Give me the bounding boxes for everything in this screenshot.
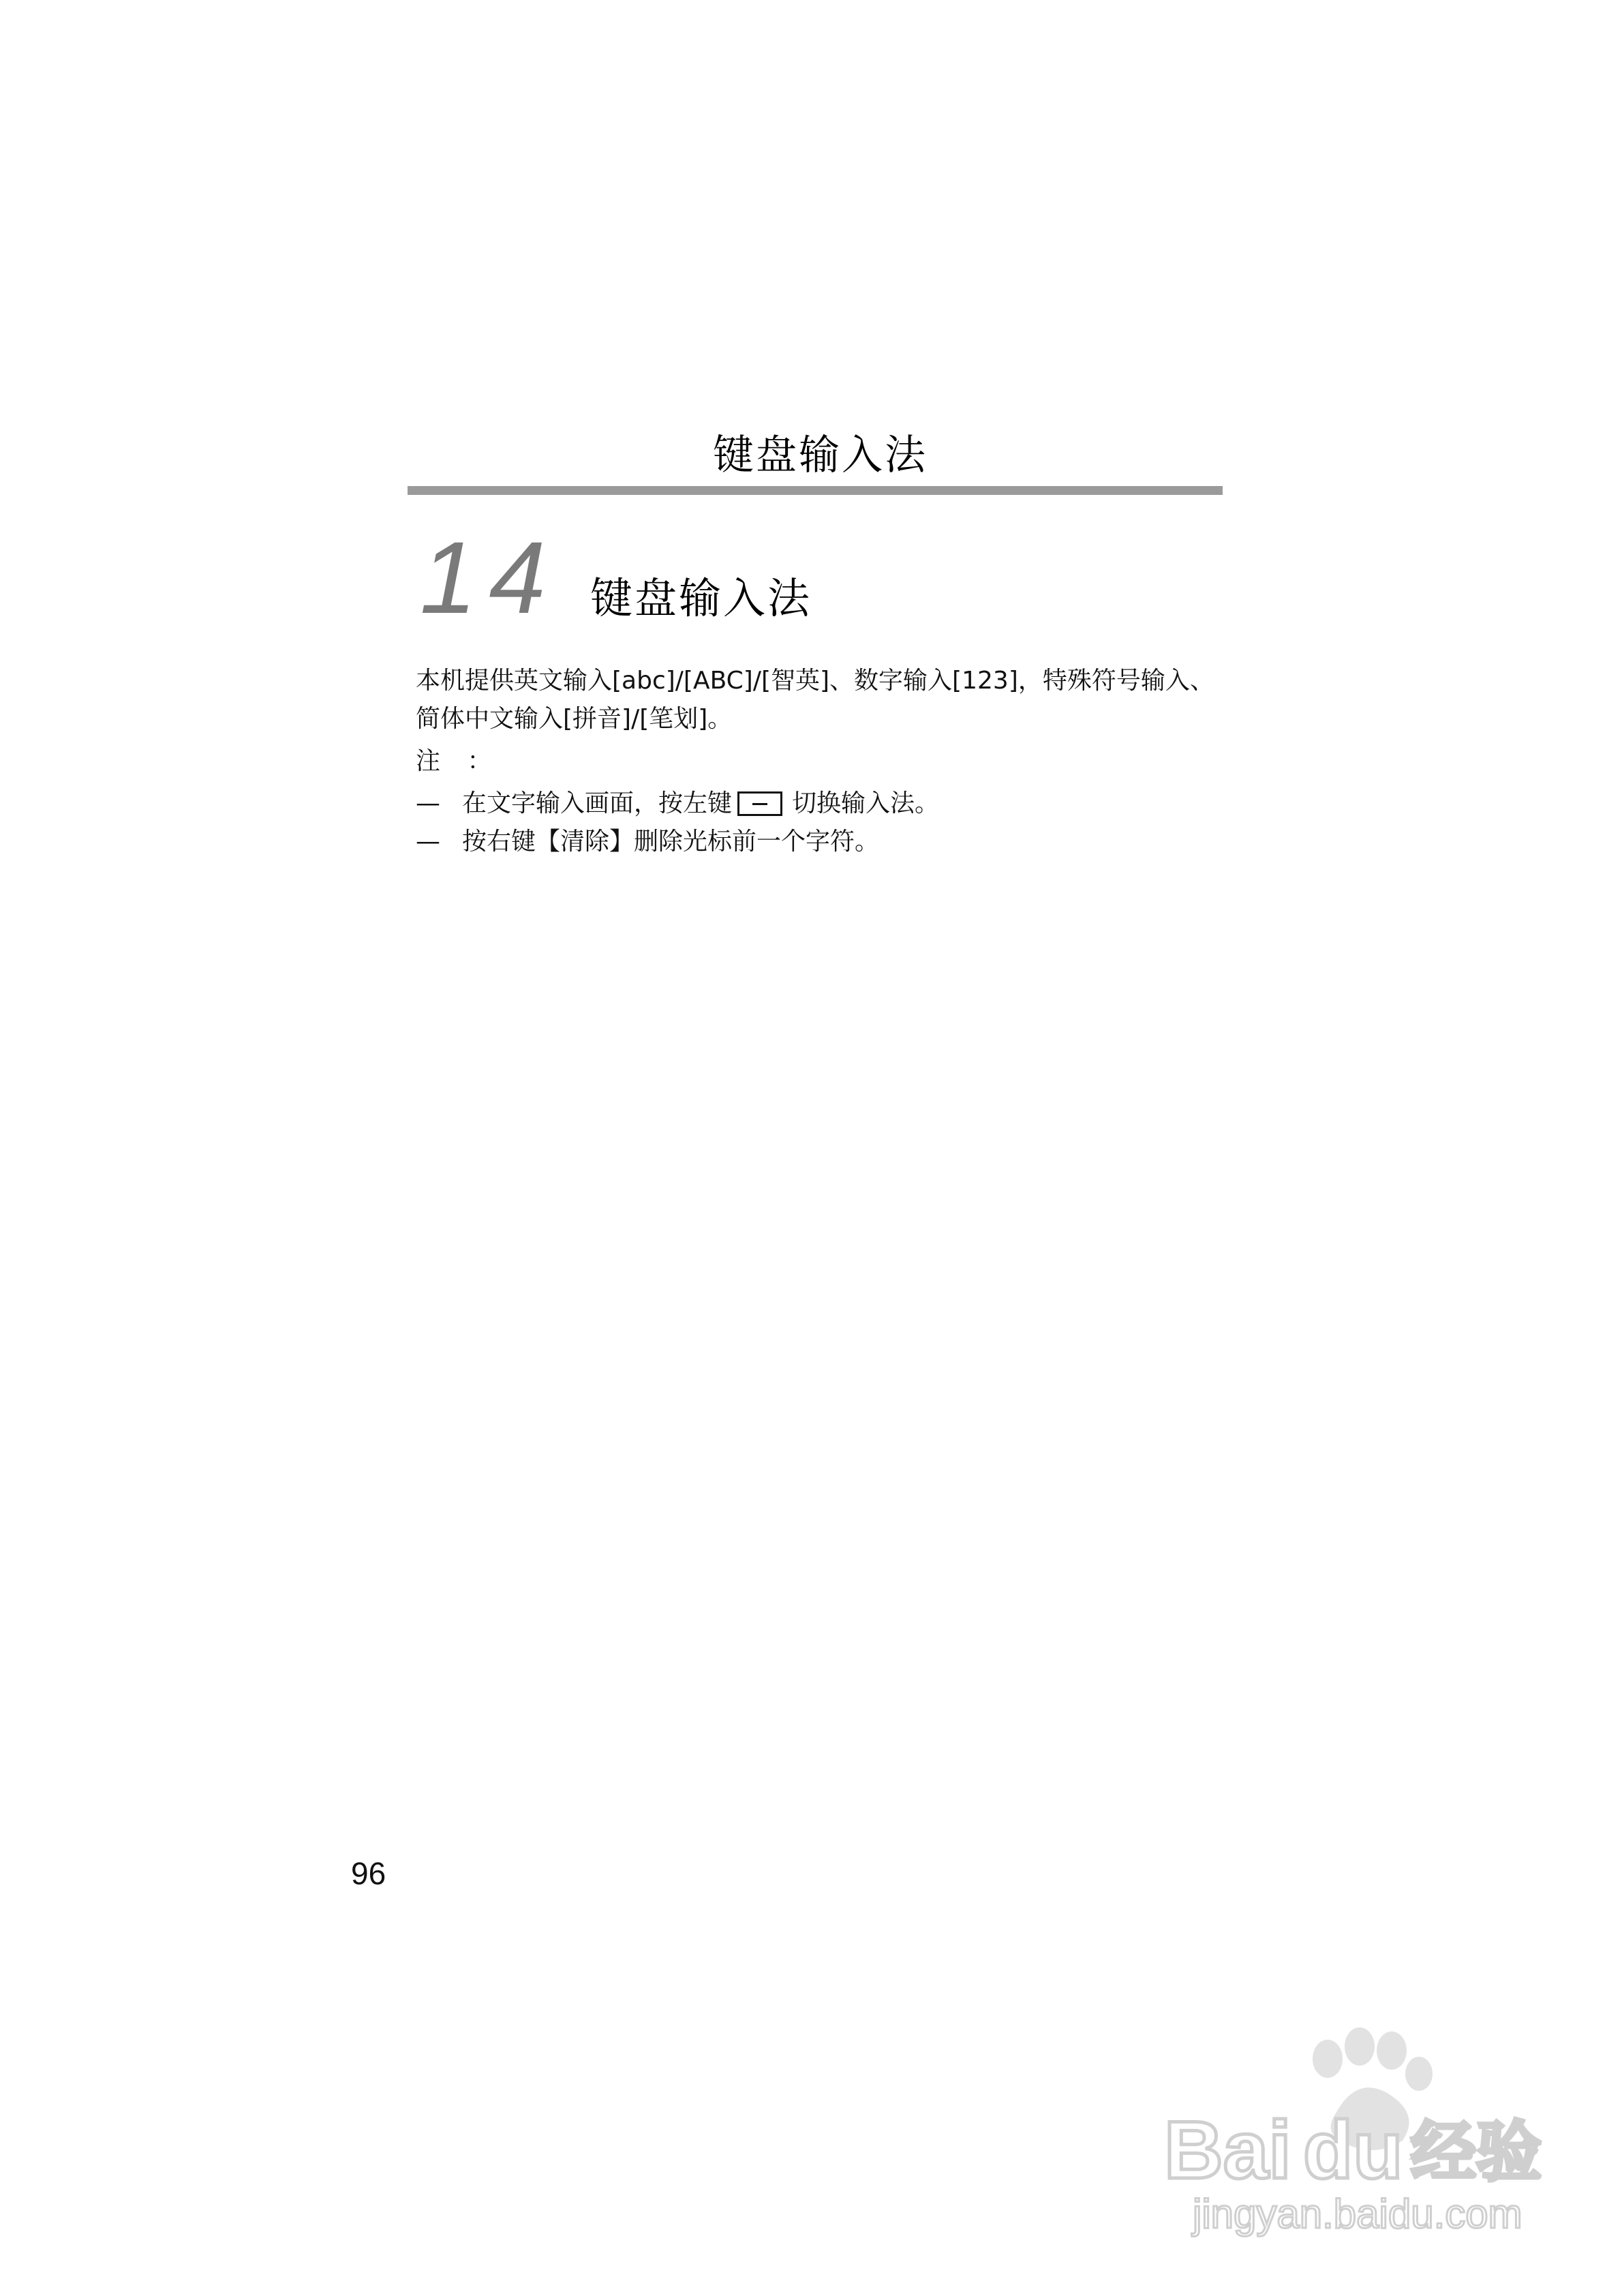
note-dash: — — [416, 789, 440, 817]
baidu-jingyan-watermark — [1152, 2011, 1561, 2243]
watermark-url: jingyan.baidu.com — [1193, 2191, 1522, 2237]
watermark-brand: Bai — [1164, 2104, 1291, 2196]
note-text-before-key: 在文字输入画面，按左键 — [462, 789, 733, 817]
running-header-title: 键盘输入法 — [713, 432, 928, 479]
note-item — [416, 825, 879, 859]
page-number: 96 — [351, 1856, 386, 1891]
intro-paragraph-line-2: 简体中文输入[拼音]/[笔划]。 — [416, 705, 733, 733]
intro-paragraph-line-1: 本机提供英文输入[abc]/[ABC]/[智英]、数字输入[123]，特殊符号输入、 — [416, 667, 1214, 695]
note-label: 注 ： — [416, 747, 502, 775]
chapter-title: 键盘输入法 — [590, 573, 812, 623]
watermark-brand-suffix: du — [1303, 2104, 1403, 2196]
left-soft-key-icon — [737, 791, 782, 816]
note-item — [416, 787, 939, 821]
note-text: 按右键【清除】删除光标前一个字符。 — [462, 828, 880, 856]
watermark-product: 经验 — [1411, 2114, 1542, 2190]
note-text-after-key: 切换输入法。 — [792, 789, 940, 817]
note-dash: — — [416, 828, 440, 856]
header-rule — [408, 486, 1223, 495]
chapter-number: 14 — [420, 520, 558, 635]
